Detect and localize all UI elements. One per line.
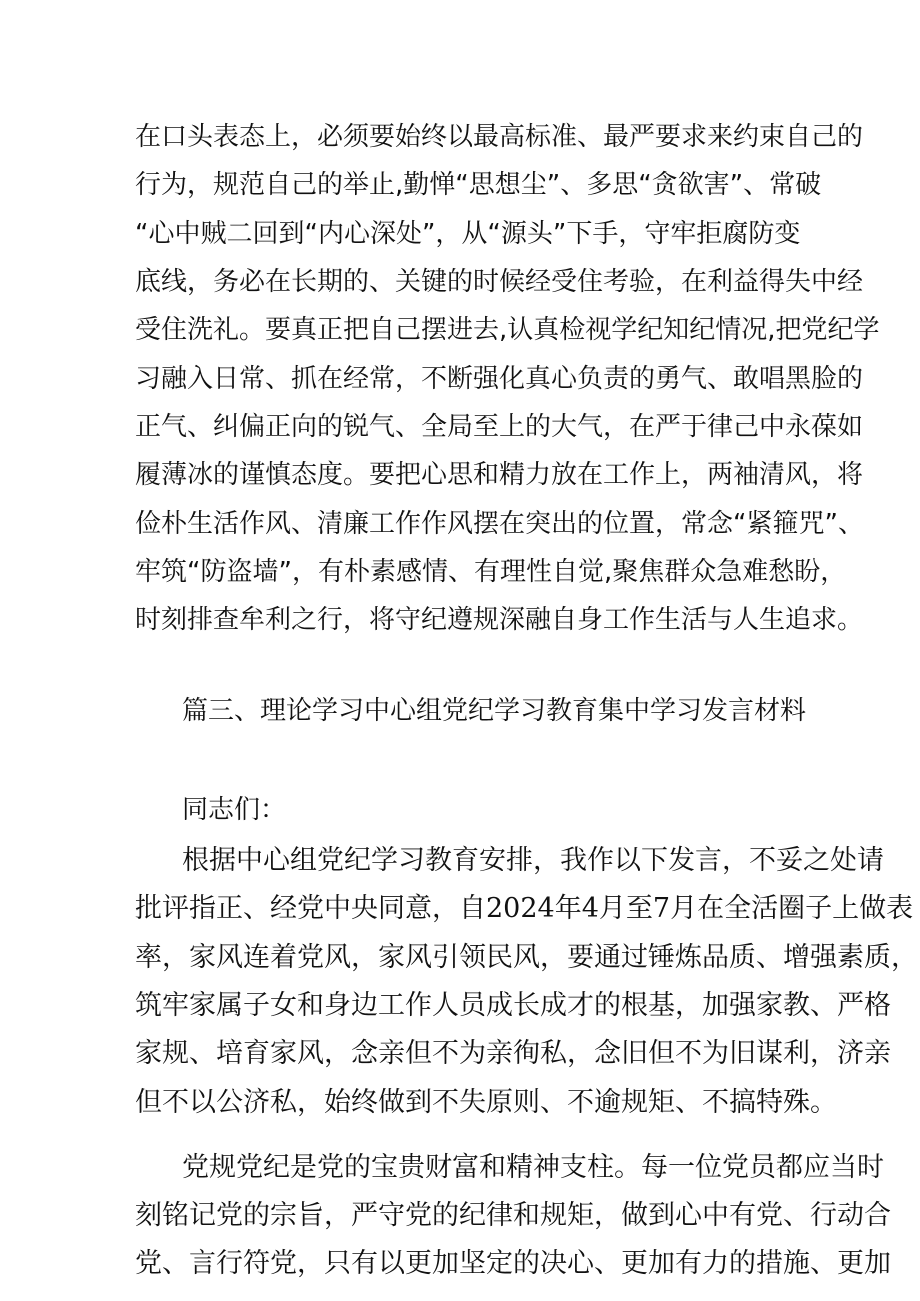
paragraph-one-line-1: 根据中心组党纪学习教育安排，我作以下发言，不妥之处请 — [182, 845, 884, 876]
section-one-line-2: 行为，规范自己的举止,勤惮“思想尘”、多思“贪欲害”、常破 — [135, 170, 822, 200]
paragraph-one-line-3: 率，家风连着党风，家风引领民风，要通过锤炼品质、增强素质， — [135, 942, 918, 973]
section-one-line-6: 习融入日常、抓在经常，不断强化真心负责的勇气、敢唱黑脸的 — [135, 364, 864, 394]
section-one-line-8: 履薄冰的谨慎态度。要把心思和精力放在工作上，两袖清风，将 — [135, 460, 864, 490]
section-one-line-1: 在口头表态上，必须要始终以最高标准、最严要求来约束自己的 — [135, 122, 864, 152]
section-one-line-9: 俭朴生活作风、清廉工作作风摆在突出的位置，常念“紧箍咒”、 — [135, 509, 864, 539]
section-one-line-4: 底线，务必在长期的、关键的时候经受住考验，在利益得失中经 — [135, 267, 864, 297]
paragraph-two-line-3: 党、言行符党，只有以更加坚定的决心、更加有力的措施、更加 — [135, 1248, 891, 1279]
paragraph-two-line-2: 刻铭记党的宗旨，严守党的纪律和规矩，做到心中有党、行动合 — [135, 1200, 891, 1231]
section-one-line-11: 时刻排查牟利之行，将守纪遵规深融自身工作生活与人生追求。 — [135, 605, 864, 635]
paragraph-one-line-6: 但不以公济私，始终做到不失原则、不逾规矩、不搞特殊。 — [135, 1087, 837, 1118]
paragraph-one-line-5: 家规、培育家风，念亲但不为亲徇私，念旧但不为旧谋利，济亲 — [135, 1038, 891, 1069]
section-one-line-5: 受住洗礼。要真正把自己摆进去,认真检视学纪知纪情况,把党纪学 — [135, 315, 880, 345]
paragraph-two-line-1: 党规党纪是党的宝贵财富和精神支柱。每一位党员都应当时 — [182, 1152, 884, 1183]
paragraph-one-line-4: 筑牢家属子女和身边工作人员成长成才的根基，加强家教、严格 — [135, 990, 891, 1021]
section-one-line-10: 牢筑“防盗墙”，有朴素感情、有理性自觉,聚焦群众急难愁盼， — [135, 557, 847, 587]
section-one-line-7: 正气、纠偏正向的锐气、全局至上的大气，在严于律己中永葆如 — [135, 412, 864, 442]
section-one-line-3: “心中贼二回到“内心深处”，从“源头”下手，守牢拒腐防变 — [135, 219, 801, 249]
salutation: 同志们： — [182, 795, 287, 825]
paragraph-one-line-2: 批评指正、经党中央同意，自2024年4月至7月在全活圈子上做表 — [135, 893, 914, 924]
section-three-title: 篇三、理论学习中心组党纪学习教育集中学习发言材料 — [182, 696, 807, 726]
